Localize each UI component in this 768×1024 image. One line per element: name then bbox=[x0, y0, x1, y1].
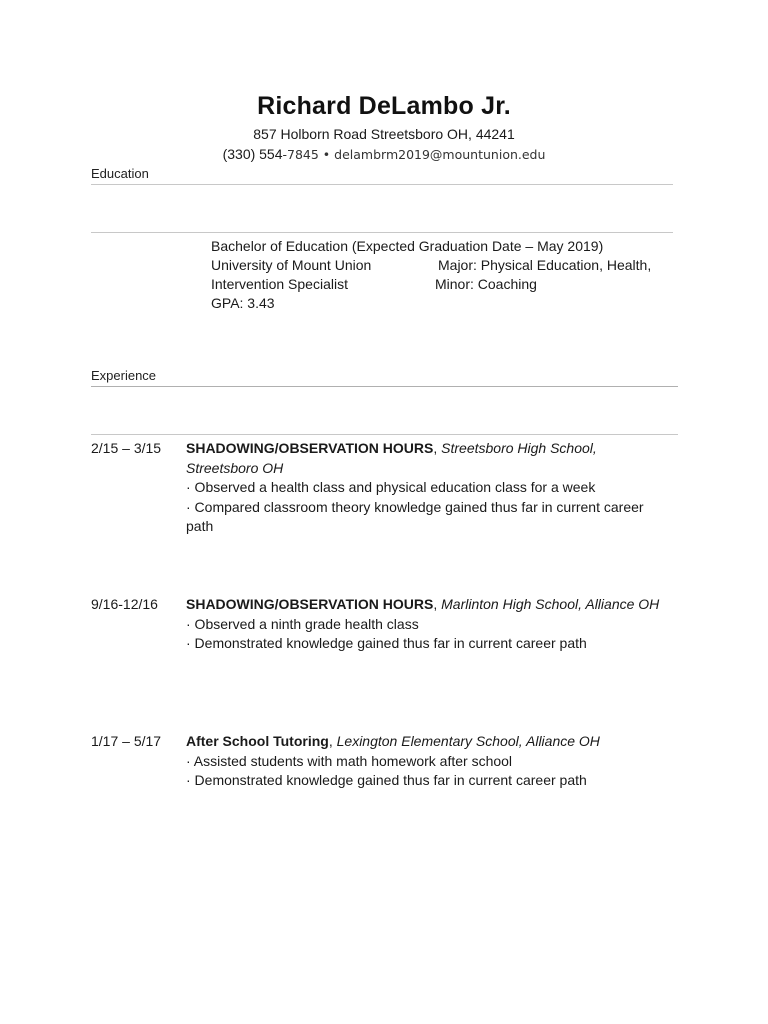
experience-item bbox=[186, 439, 644, 537]
experience-date: 2/15 – 3/15 bbox=[91, 440, 162, 456]
specialty-line bbox=[211, 275, 603, 294]
school-line bbox=[211, 256, 652, 275]
experience-bullet: · Demonstrated knowledge gained thus far in current career path bbox=[186, 635, 587, 651]
degree: Bachelor of Education (Expected Graduation Date – May 2019) bbox=[211, 238, 604, 254]
experience-separator: , bbox=[328, 733, 337, 749]
phone-email: -7845 • delambrm2019@mountunion.edu bbox=[282, 147, 546, 162]
experience-place: Marlinton High School, Alliance OH bbox=[441, 596, 660, 612]
experience-place: Lexington Elementary School, Alliance OH bbox=[336, 733, 600, 749]
experience-bullet: · Observed a ninth grade health class bbox=[186, 615, 419, 632]
experience-item bbox=[186, 732, 686, 791]
experience-bullet: · Demonstrated knowledge gained thus far in current career path bbox=[186, 772, 587, 788]
degree-line bbox=[211, 237, 603, 256]
experience-rule-top bbox=[91, 386, 678, 387]
experience-bullet: · Assisted students with math homework after school bbox=[186, 752, 513, 769]
education-rule-bottom bbox=[91, 232, 673, 233]
education-entry bbox=[211, 237, 652, 313]
resume-name: Richard DeLambo Jr. bbox=[257, 92, 511, 120]
gpa-line bbox=[211, 294, 603, 313]
major: Major: Physical Education, Health, bbox=[438, 257, 652, 273]
resume-contact bbox=[0, 146, 768, 162]
school: University of Mount Union bbox=[211, 257, 372, 273]
education-heading: Education bbox=[91, 166, 149, 181]
minor: Minor: Coaching bbox=[435, 276, 537, 292]
experience-place: Streetsboro High School, Streetsboro OH bbox=[186, 440, 597, 476]
phone-prefix: (330) 554 bbox=[222, 146, 283, 162]
gpa: GPA: 3.43 bbox=[211, 295, 275, 311]
experience-bullet: · Compared classroom theory knowledge gained thus far in current career path bbox=[186, 498, 644, 534]
experience-date: 9/16-12/16 bbox=[91, 596, 158, 612]
resume-address: 857 Holborn Road Streetsboro OH, 44241 bbox=[253, 126, 515, 142]
experience-item bbox=[186, 595, 686, 654]
experience-separator: , bbox=[433, 440, 442, 456]
specialty: Intervention Specialist bbox=[211, 276, 348, 292]
experience-title: SHADOWING/OBSERVATION HOURS bbox=[186, 440, 434, 456]
experience-date: 1/17 – 5/17 bbox=[91, 733, 162, 749]
experience-title: SHADOWING/OBSERVATION HOURS bbox=[186, 596, 434, 612]
experience-bullet: · Observed a health class and physical education class for a week bbox=[186, 479, 596, 495]
experience-heading: Experience bbox=[91, 368, 157, 383]
experience-title: After School Tutoring bbox=[186, 733, 329, 749]
education-rule-top bbox=[91, 184, 673, 185]
experience-rule-bottom bbox=[91, 434, 678, 435]
experience-separator: , bbox=[433, 596, 442, 612]
